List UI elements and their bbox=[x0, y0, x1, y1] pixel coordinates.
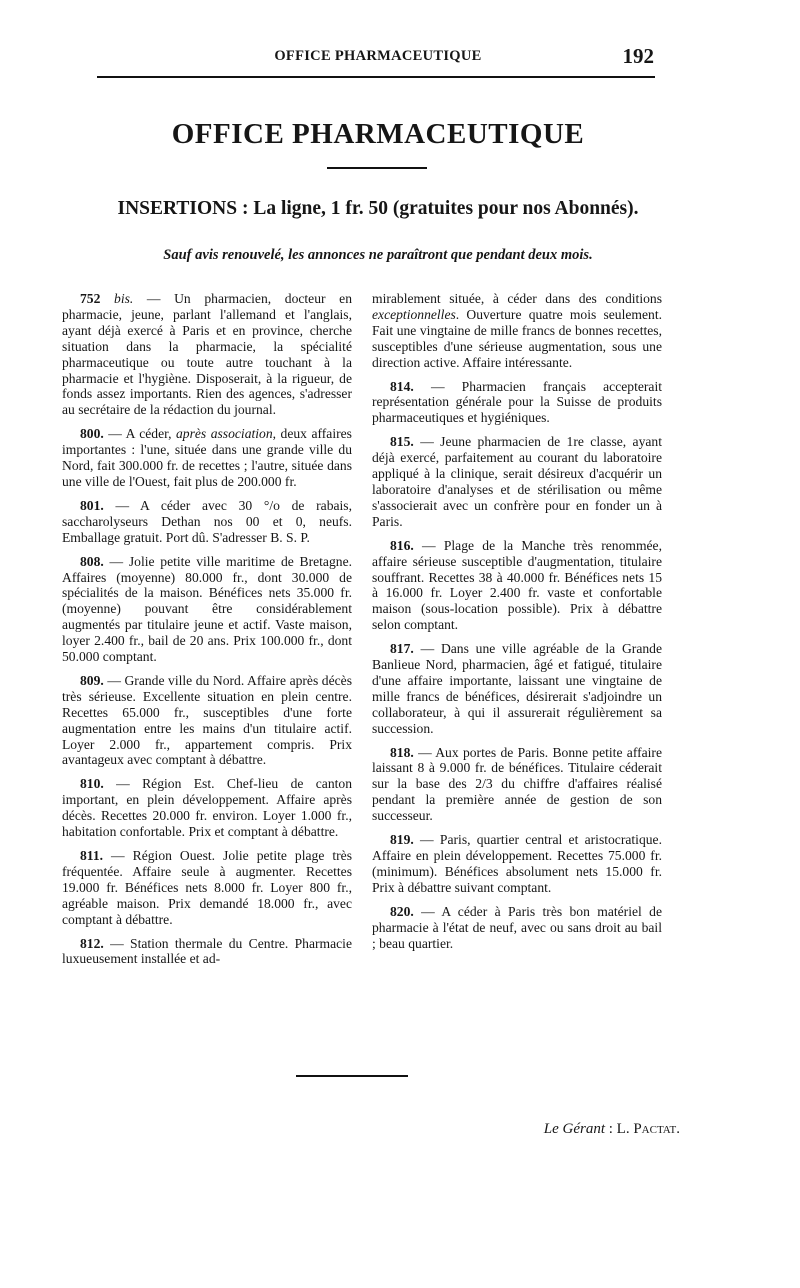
ad-number: 812. bbox=[80, 935, 104, 951]
ad-text: mirablement située, à céder dans des conditions bbox=[372, 291, 662, 306]
ad-number-suffix: bis. bbox=[114, 291, 134, 306]
ad-text: — Paris, quartier central et aristocratique. Affaire en plein développement. Recettes 75.000 fr. (minimum). Bénéfices absolument nets 15.000 fr. Prix à débattre suivant comptant. bbox=[372, 832, 662, 895]
ad-emphasis: exceptionnelles bbox=[372, 306, 456, 322]
title-rule bbox=[327, 167, 427, 169]
classified-ad bbox=[62, 426, 352, 490]
classified-ad bbox=[62, 498, 352, 546]
classified-ad bbox=[62, 776, 352, 840]
classified-ad bbox=[62, 936, 352, 968]
running-head bbox=[100, 44, 656, 70]
ad-text: — Région Ouest. Jolie petite plage très fréquentée. Affaire seule à augmenter. Recettes 19.000 fr. Bénéfices nets 8.000 fr. Loyer 800 fr., agréable maison. Prix demandé 18.000 fr., avec comptant à débattre. bbox=[62, 848, 352, 927]
ad-text: — Station thermale du Centre. Pharmacie luxueusement installée et ad- bbox=[62, 935, 352, 967]
signature-label: Le Gérant bbox=[543, 1121, 605, 1137]
classified-ad bbox=[372, 291, 662, 371]
ad-number: 810. bbox=[80, 776, 104, 792]
ad-number: 817. bbox=[390, 641, 414, 657]
ad-text: — Grande ville du Nord. Affaire après décès très sérieuse. Excellente situation en plein centre. Recettes 65.000 fr., susceptibles d'une forte augmentation entre les mains d'un titulaire actif. Loyer 2.000 fr., appartement compris. Prix avantageux avec comptant à débattre. bbox=[62, 672, 352, 768]
ad-text: — Pharmacien français accepterait représentation générale pour la Suisse de produits pharmaceutiques et hygiéniques. bbox=[372, 378, 662, 426]
classified-ad bbox=[372, 379, 662, 427]
classified-ad bbox=[62, 554, 352, 665]
ad-number: 819. bbox=[390, 832, 414, 848]
left-column bbox=[62, 291, 352, 975]
classified-ad bbox=[372, 832, 662, 896]
ad-text: — A céder, bbox=[103, 426, 176, 442]
ad-number: 801. bbox=[80, 497, 104, 513]
ad-text: — Jolie petite ville maritime de Bretagne. Affaires (moyenne) 80.000 fr., dont 30.000 de spécialités de la maison. Bénéfices nets 35.000 fr. (moyenne) pouvant être considérablement augmentés par titulaire jeune et actif. Vaste maison, loyer 2.400 fr., bail de 20 ans. Prix 100.000 fr., dont 50.000 comptant. bbox=[62, 553, 352, 665]
ad-text: — Région Est. Chef-lieu de canton important, en plein développement. Affaire après décès. Recettes 20.000 fr. environ. Loyer 1.000 fr., habitation confortable. Prix et comptant à débattre. bbox=[62, 776, 352, 840]
right-column bbox=[372, 291, 662, 959]
ad-number: 816. bbox=[390, 537, 414, 553]
ad-text: — Un pharmacien, docteur en pharmacie, jeune, parlant l'allemand et l'anglais, ayant déjà exercé à Paris et en province, cherche situation dans la pharmacie, la spécialité pharmaceutique ou toute autre touchant à la pharmacie et l'hygiène. Disposerait, à la rigueur, de fonds assez importants. Rien des agences, s'adresser au secrétaire de la rédaction du journal. bbox=[62, 291, 352, 418]
classified-ad bbox=[372, 904, 662, 952]
ad-text: — Dans une ville agréable de la Grande Banlieue Nord, pharmacien, âgé et fatigué, titulaire d'une affaire importante, laissant une vingtaine de mille francs de bénéfices, désirerait s'adjoindre un collaborateur, à qui il assurerait régulièrement sa succession. bbox=[372, 641, 662, 736]
classified-ad bbox=[372, 641, 662, 736]
classified-ad bbox=[62, 673, 352, 768]
page-number: 192 bbox=[622, 44, 654, 68]
classified-ad bbox=[372, 745, 662, 825]
insertions-rate: INSERTIONS : La ligne, 1 fr. 50 (gratuites pour nos Abonnés). bbox=[117, 198, 639, 219]
page-title: OFFICE PHARMACEUTIQUE bbox=[171, 118, 585, 150]
signature bbox=[440, 1121, 680, 1138]
ad-text: . Ouverture quatre mois seulement. Fait une vingtaine de mille francs de bonnes recettes, susceptibles d'une sérieuse augmentation, sous une direction active. Affaire intéressante. bbox=[372, 306, 662, 370]
ad-text: — A céder avec 30 °/o de rabais, saccharolyseurs Dethan nos 00 et 0, neufs. Emballage gratuit. Port dû. S'adresser B. S. P. bbox=[62, 497, 352, 545]
signature-name: L. Pactat. bbox=[616, 1121, 680, 1137]
notice: Sauf avis renouvelé, les annonces ne paraîtront que pendant deux mois. bbox=[163, 247, 593, 263]
ad-number: 811. bbox=[80, 848, 104, 863]
ad-number: 814. bbox=[390, 378, 414, 394]
ad-number: 808. bbox=[80, 553, 104, 569]
ad-number: 815. bbox=[390, 434, 414, 450]
footer-rule bbox=[296, 1075, 408, 1077]
ad-text: — A céder à Paris très bon matériel de pharmacie à l'état de neuf, avec ou sans droit au bail ; beau quartier. bbox=[372, 903, 662, 951]
ad-number: 820. bbox=[390, 903, 414, 919]
classified-ad bbox=[372, 434, 662, 529]
ad-text: — Aux portes de Paris. Bonne petite affaire laissant 8 à 9.000 fr. de bénéfices. Titulaire céderait sur la base des 2/3 du chiffre d'affaires réalisé pendant la première année de gestion de son successeur. bbox=[372, 744, 662, 824]
running-title: OFFICE PHARMACEUTIQUE bbox=[274, 48, 482, 64]
ad-number: 809. bbox=[80, 672, 104, 688]
ad-emphasis: après association bbox=[176, 426, 273, 442]
ad-text: , deux affaires importantes : l'une, située dans une grande ville du Nord, fait 300.000 fr. de recettes ; l'autre, située dans une ville de l'Ouest, fait plus de 200.000 fr. bbox=[62, 426, 352, 489]
ad-text: — Jeune pharmacien de 1re classe, ayant déjà exercé, parfaitement au courant du laboratoire appliqué à la clinique, serait désireux d'acquérir un laboratoire d'analyses et de stérilisation ou même s'associerait avec un confrère pour en fonder un à Paris. bbox=[372, 434, 662, 529]
ad-number: 818. bbox=[390, 744, 414, 760]
classified-ad bbox=[62, 848, 352, 928]
classified-ad bbox=[372, 538, 662, 633]
signature-separator: : bbox=[605, 1121, 617, 1137]
classified-ad bbox=[62, 291, 352, 418]
ad-number: 752 bbox=[80, 291, 101, 306]
ad-text: — Plage de la Manche très renommée, affaire sérieuse susceptible d'augmentation, titulaire souffrant. Recettes 38 à 40.000 fr. Bénéfices nets 15 à 16.000 fr. Loyer 2.400 fr. vaste et confortable maison (sous-location possible). Prix à débattre selon comptant. bbox=[372, 537, 662, 633]
header-rule bbox=[97, 76, 655, 78]
ad-number: 800. bbox=[80, 426, 104, 442]
